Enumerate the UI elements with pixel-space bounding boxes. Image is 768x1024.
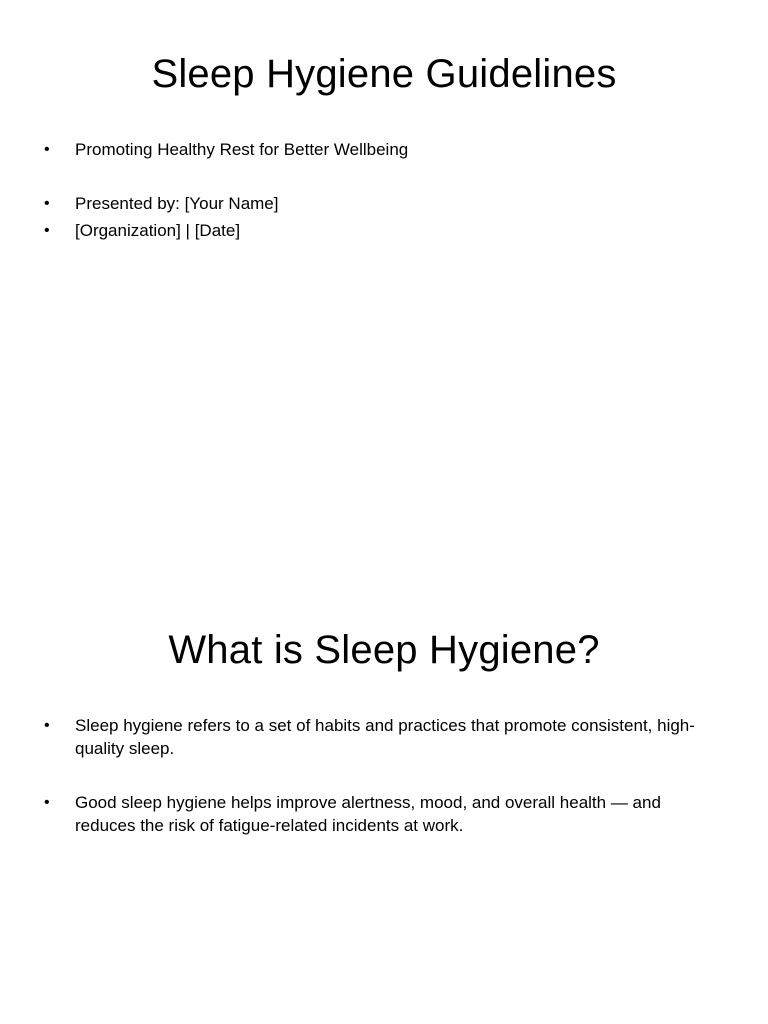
slide-2 (0, 576, 768, 1024)
bullet-text: [Organization] | [Date] (75, 221, 241, 240)
bullet-icon: • (44, 195, 50, 212)
bullet-text: Good sleep hygiene helps improve alertness, mood, and overall health — and reduces the risk of fatigue-related incidents at work. (75, 793, 661, 835)
bullet-icon: • (44, 141, 50, 158)
bullet-item (44, 219, 724, 242)
bullet-icon: • (44, 717, 50, 734)
slide-title: Sleep Hygiene Guidelines (151, 52, 617, 96)
bullet-item (44, 714, 724, 760)
bullet-icon: • (44, 794, 50, 811)
bullet-icon: • (44, 222, 50, 239)
slide-title: What is Sleep Hygiene? (168, 628, 600, 672)
bullet-item (44, 192, 724, 215)
bullet-text: Presented by: [Your Name] (75, 194, 279, 213)
bullet-item (44, 138, 724, 161)
bullet-list (44, 138, 724, 242)
bullet-text: Promoting Healthy Rest for Better Wellbeing (75, 140, 409, 159)
bullet-list (44, 714, 724, 837)
bullet-item (44, 791, 724, 837)
bullet-text: Sleep hygiene refers to a set of habits and practices that promote consistent, high-quality sleep. (75, 716, 695, 758)
